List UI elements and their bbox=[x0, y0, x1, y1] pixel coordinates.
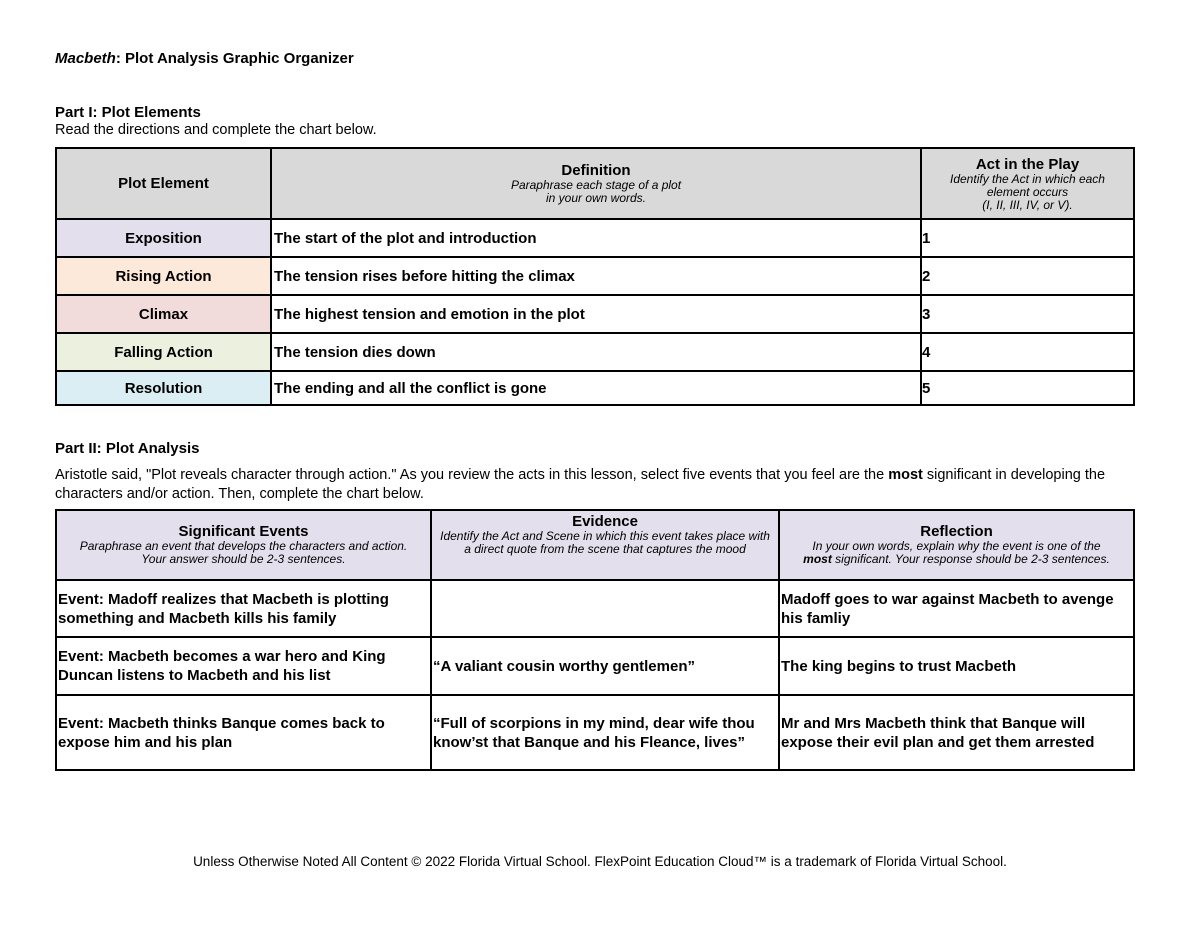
act-cell[interactable]: 5 bbox=[921, 371, 1134, 405]
header-plot-element: Plot Element bbox=[56, 148, 271, 219]
table-row bbox=[56, 257, 1134, 295]
header-evidence: Evidence Identify the Act and Scene in which this event takes place with a direct quote from the scene that captures the mood bbox=[431, 510, 779, 580]
part1-heading: Part I: Plot Elements bbox=[55, 104, 201, 121]
table-row bbox=[56, 637, 1134, 695]
plot-table-header-row bbox=[56, 148, 1134, 219]
part1-directions: Read the directions and complete the chart below. bbox=[55, 122, 377, 138]
plot-element-cell: Climax bbox=[56, 295, 271, 333]
event-cell[interactable]: Event: Macbeth becomes a war hero and King Duncan listens to Macbeth and his list bbox=[56, 637, 431, 695]
document-title bbox=[55, 50, 354, 67]
evidence-cell[interactable]: “Full of scorpions in my mind, dear wife thou know’st that Banque and his Fleance, lives” bbox=[431, 695, 779, 770]
plot-element-cell: Resolution bbox=[56, 371, 271, 405]
header-definition: Definition Paraphrase each stage of a plot in your own words. bbox=[271, 148, 921, 219]
part2-directions: Aristotle said, "Plot reveals character through action." As you review the acts in this lesson, select five events that you feel are the most significant in developing the characters and/or action. Then, complete the chart below. bbox=[55, 467, 1106, 502]
reflection-cell[interactable]: Mr and Mrs Macbeth think that Banque will expose their evil plan and get them arrested bbox=[779, 695, 1134, 770]
evidence-cell[interactable]: “A valiant cousin worthy gentlemen” bbox=[431, 637, 779, 695]
reflection-cell[interactable]: Madoff goes to war against Macbeth to avenge his famliy bbox=[779, 580, 1134, 637]
plot-element-cell: Falling Action bbox=[56, 333, 271, 371]
act-cell[interactable]: 1 bbox=[921, 219, 1134, 257]
act-cell[interactable]: 2 bbox=[921, 257, 1134, 295]
table-row bbox=[56, 295, 1134, 333]
copyright-footer: Unless Otherwise Noted All Content © 2022 Florida Virtual School. FlexPoint Education Cloud™ is a trademark of Florida Virtual School. bbox=[193, 854, 1007, 869]
table-row bbox=[56, 695, 1134, 770]
evidence-cell[interactable] bbox=[431, 580, 779, 637]
event-cell[interactable]: Event: Macbeth thinks Banque comes back to expose him and his plan bbox=[56, 695, 431, 770]
definition-cell[interactable]: The tension rises before hitting the climax bbox=[271, 257, 921, 295]
definition-cell[interactable]: The highest tension and emotion in the plot bbox=[271, 295, 921, 333]
header-act: Act in the Play Identify the Act in which each element occurs (I, II, III, IV, or V). bbox=[921, 148, 1134, 219]
plot-element-cell: Rising Action bbox=[56, 257, 271, 295]
act-cell[interactable]: 4 bbox=[921, 333, 1134, 371]
title-italic: Macbeth bbox=[55, 50, 116, 67]
definition-cell[interactable]: The tension dies down bbox=[271, 333, 921, 371]
act-cell[interactable]: 3 bbox=[921, 295, 1134, 333]
reflection-cell[interactable]: The king begins to trust Macbeth bbox=[779, 637, 1134, 695]
table-row bbox=[56, 333, 1134, 371]
plot-elements-table bbox=[55, 147, 1135, 406]
title-rest: : Plot Analysis Graphic Organizer bbox=[115, 50, 354, 67]
table-row bbox=[56, 219, 1134, 257]
definition-cell[interactable]: The ending and all the conflict is gone bbox=[271, 371, 921, 405]
event-cell[interactable]: Event: Madoff realizes that Macbeth is plotting something and Macbeth kills his family bbox=[56, 580, 431, 637]
header-significant-events: Significant Events Paraphrase an event that develops the characters and action. Your answer should be 2-3 sentences. bbox=[56, 510, 431, 580]
part2-heading: Part II: Plot Analysis bbox=[55, 440, 200, 457]
table-row bbox=[56, 580, 1134, 637]
header-reflection: Reflection In your own words, explain why the event is one of the most significant. Your response should be 2-3 sentences. bbox=[779, 510, 1134, 580]
events-table-header-row bbox=[56, 510, 1134, 580]
plot-analysis-table bbox=[55, 509, 1135, 771]
table-row bbox=[56, 371, 1134, 405]
plot-element-cell: Exposition bbox=[56, 219, 271, 257]
definition-cell[interactable]: The start of the plot and introduction bbox=[271, 219, 921, 257]
